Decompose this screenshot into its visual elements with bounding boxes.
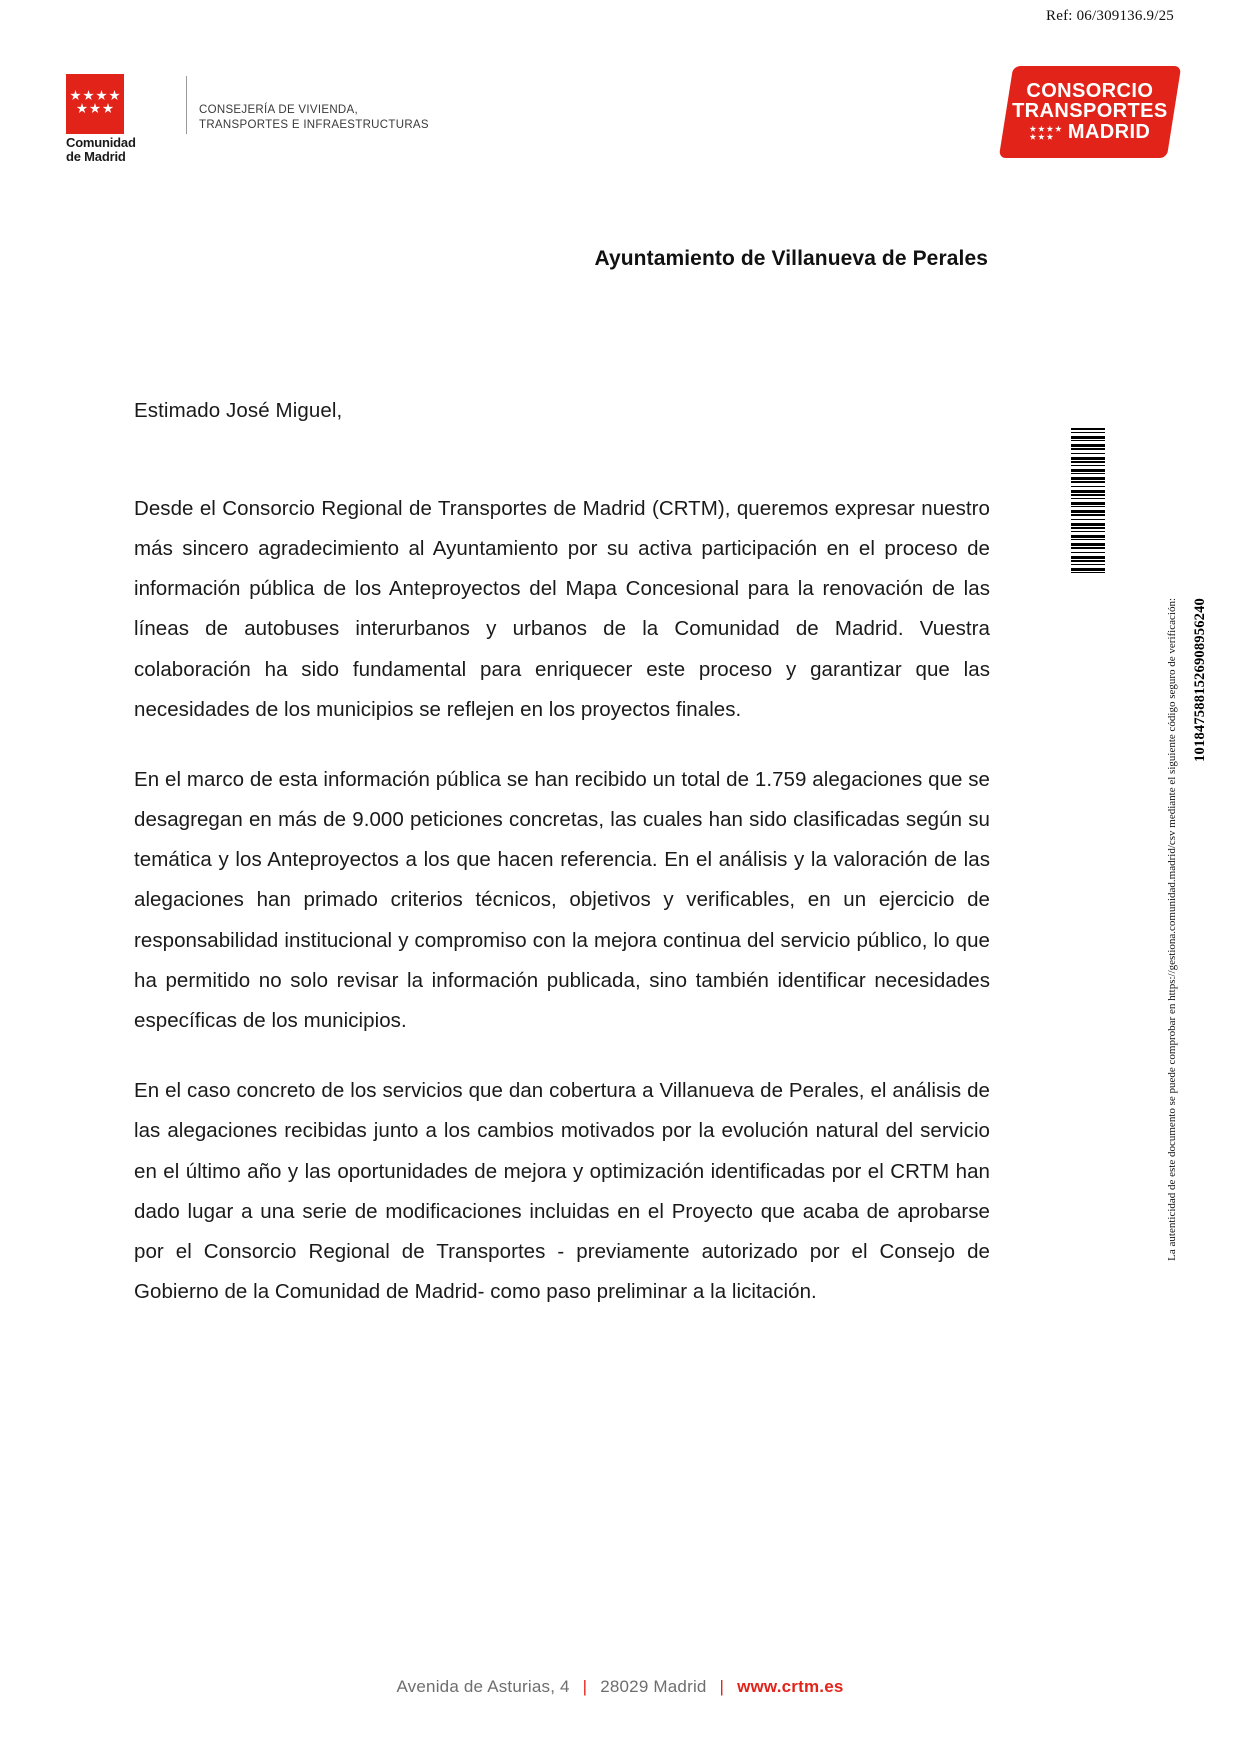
barcode-bars [1071,428,1105,576]
verification-notice: La autenticidad de este documento se puede comprobar en https://gestiona.comunidad.madrid/csv mediante el siguiente código seguro de verificación: [1166,598,1178,1261]
star-icon [1030,134,1037,141]
star-icon [1038,126,1045,133]
logo-divider [186,76,187,134]
crtm-logo-text [1012,81,1168,142]
crtm-line-transportes: TRANSPORTES [1012,100,1168,123]
addressee-heading: Ayuntamiento de Villanueva de Perales [594,247,988,270]
letter-greeting: Estimado José Miguel, [134,399,343,422]
letter-paragraph-2: En el marco de esta información pública se han recibido un total de 1.759 alegaciones que se desagregan en más de 9.000 peticiones concretas, las cuales han sido clasificadas según su temática y los Anteproyectos a los que hacen referencia. En el análisis y la valoración de las alegaciones han primado criterios técnicos, objetivos y verificables, en un ejercicio de responsabilidad institucional y compromiso con la mejora continua del servicio público, lo que ha permitido no solo revisar la información publicada, sino también identificar necesidades específicas de los municipios. [134,767,990,1032]
footer-website-link[interactable]: www.crtm.es [737,1677,844,1696]
verification-code: 1018475881526908956240 [1192,598,1208,762]
madrid-stars-icon [66,90,124,114]
comunidad-wordmark-line1: Comunidad [66,135,136,150]
footer-address: Avenida de Asturias, 4 [396,1677,570,1696]
letter-body [134,392,990,1312]
crtm-star-row-top [1030,126,1063,133]
star-icon [1047,134,1054,141]
crtm-star-row-bottom [1030,134,1063,141]
star-icon [1047,126,1054,133]
comunidad-wordmark [66,135,136,165]
star-icon [1055,126,1062,133]
star-row-bottom [77,103,114,114]
document-reference: Ref: 06/309136.9/25 [1046,8,1174,24]
crtm-line-consorcio: CONSORCIO [1026,80,1154,103]
verification-strip [1156,428,1226,1261]
comunidad-wordmark-line2: de Madrid [66,149,126,165]
star-icon [70,90,81,101]
letter-paragraph-3: En el caso concreto de los servicios que dan cobertura a Villanueva de Perales, el análisis de las alegaciones recibidas junto a los cambios motivados por la evolución natural del servicio en el último año y las oportunidades de mejora y optimización identificadas por el CRTM han dado lugar a una serie de modificaciones incluidas en el Proyecto que acaba de aprobarse por el Consorcio Regional de Transportes - previamente autorizado por el Consejo de Gobierno de la Comunidad de Madrid- como paso preliminar a la licitación. [134,1079,990,1304]
star-icon [83,90,94,101]
footer-separator-1: | [582,1677,588,1696]
star-icon [1038,134,1045,141]
crtm-line-madrid: MADRID [1068,121,1151,144]
star-row-top [70,90,120,101]
star-icon [1030,126,1037,133]
footer-separator-2: | [719,1677,725,1696]
madrid-shield-icon [66,74,136,165]
star-icon [103,103,114,114]
department-line2: TRANSPORTES E INFRAESTRUCTURAS [199,118,429,131]
crtm-stars-icon [1030,126,1063,141]
star-icon [90,103,101,114]
page-header [0,62,1240,177]
comunidad-de-madrid-logo [66,74,429,165]
crtm-line-madrid-row [1012,122,1168,142]
star-icon [77,103,88,114]
page-footer [0,1677,1240,1697]
footer-city: 28029 Madrid [600,1677,707,1696]
verification-barcode [1162,428,1196,576]
star-icon [96,90,107,101]
star-icon [109,90,120,101]
letter-paragraph-1: Desde el Consorcio Regional de Transportes de Madrid (CRTM), queremos expresar nuestro más sincero agradecimiento al Ayuntamiento por su activa participación en el proceso de información pública de los Anteproyectos del Mapa Concesional para la renovación de las líneas de autobuses interurbanos y urbanos de la Comunidad de Madrid. Vuestra colaboración ha sido fundamental para enriquecer este proceso y garantizar que las necesidades de los municipios se reflejen en los proyectos finales. [134,496,990,721]
department-line1: CONSEJERÍA DE VIVIENDA, [199,104,358,117]
department-name [199,103,429,134]
crtm-logo [999,66,1182,158]
